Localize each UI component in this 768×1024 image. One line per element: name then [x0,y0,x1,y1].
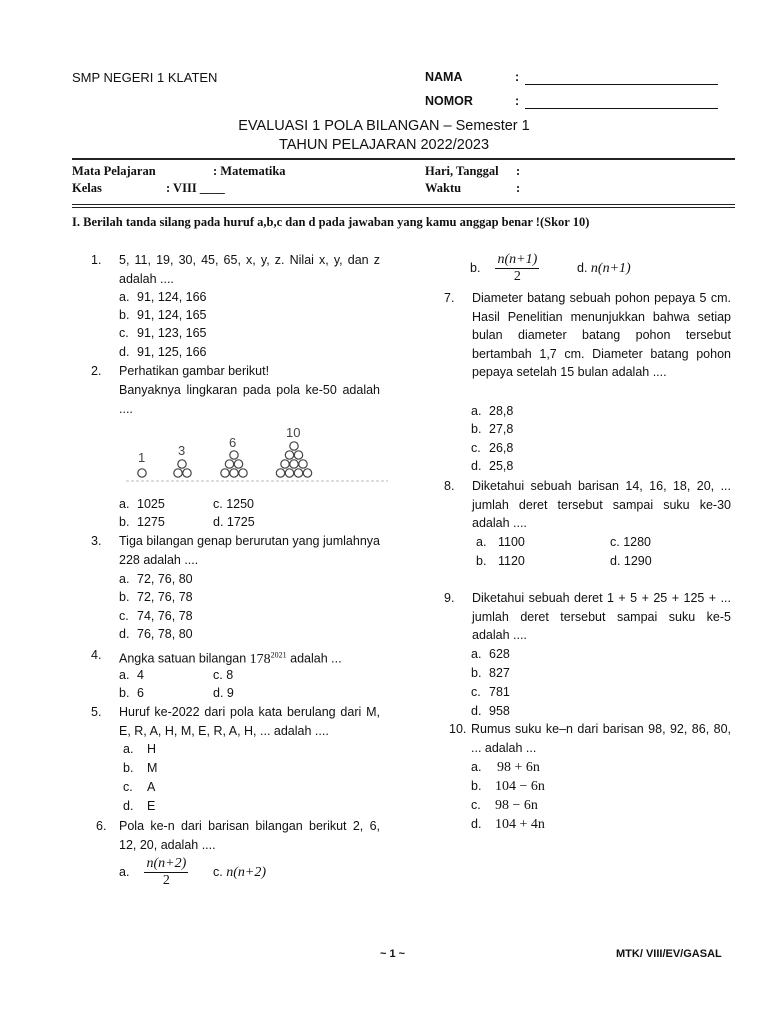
option-6b[interactable]: b. $\frac{n(n+1)}{2}$ [470,252,538,285]
figure-label-2: 3 [178,443,186,458]
pattern-1-circle [138,469,146,477]
question-intro: Perhatikan gambar berikut! [119,364,270,378]
option-10b[interactable]: b. 104 − 6n [471,779,545,794]
option-2b[interactable]: b. 1275 [119,515,165,529]
option-5a[interactable]: a. H [123,742,157,756]
mapel-label: Mata Pelajaran [72,164,156,178]
option-8a[interactable]: a. 1100 [476,535,525,549]
nomor-label: NOMOR [425,94,473,108]
option-10d[interactable]: d. 104 + 4n [471,817,545,832]
question-number: 3. [91,534,102,548]
question-number: 5. [91,705,102,719]
question-text: Diketahui sebuah deret 1 + 5 + 25 + 125 + ... jumlah deret tersebut sampai suku ke-5 adalah .... [472,591,731,642]
page-subtitle: TAHUN PELAJARAN 2022/2023 [278,137,490,153]
nama-field[interactable] [525,84,718,85]
option-4a[interactable]: a. 4 [119,668,144,682]
circle-pattern-figure [118,420,393,486]
option-3b[interactable]: b. 72, 76, 78 [119,590,193,604]
option-7a[interactable]: a. 28,8 [471,404,514,418]
option-5c[interactable]: c. A [123,780,156,794]
option-9d[interactable]: d. 958 [471,704,510,718]
document-code: MTK/ VIII/EV/GASAL [616,948,722,960]
option-6c[interactable]: c. n(n+2) [213,865,266,880]
option-1d[interactable]: d. 91, 125, 166 [119,345,207,359]
figure-label-4: 10 [286,425,301,440]
nama-colon: : [515,70,520,84]
question-text: Rumus suku ke–n dari barisan 98, 92, 86, 80, ... adalah ... [471,722,731,755]
waktu-label: Waktu [425,181,462,195]
page-number: ~ 1 ~ [380,948,406,960]
option-7c[interactable]: c. 26,8 [471,441,514,455]
option-2a[interactable]: a. 1025 [119,497,165,511]
figure-label-3: 6 [229,435,237,450]
divider-mid-2 [72,207,735,208]
option-1a[interactable]: a. 91, 124, 166 [119,290,207,304]
question-text: 5, 11, 19, 30, 45, 65, x, y, z. Nilai x, y, dan z adalah .... [119,253,380,286]
fraction: $\frac{n(n+2)}{2}$ [146,856,187,889]
option-9a[interactable]: a. 628 [471,647,510,661]
option-7d[interactable]: d. 25,8 [471,459,514,473]
question-number: 1. [91,253,102,267]
option-8b[interactable]: b. 1120 [476,554,525,568]
option-2c[interactable]: c. 1250 [213,497,255,511]
kelas-label: Kelas [72,181,102,195]
question-number: 7. [444,291,455,305]
question-number: 9. [444,591,455,605]
question-text: Tiga bilangan genap berurutan yang jumlahnya 228 adalah .... [119,534,380,567]
question-number: 8. [444,479,455,493]
divider-mid-1 [72,204,735,205]
question-text: Banyaknya lingkaran pada pola ke-50 adalah .... [119,383,380,416]
hari-value: : [516,164,521,178]
option-2d[interactable]: d. 1725 [213,515,255,529]
option-8d[interactable]: d. 1290 [610,554,652,568]
question-text: Huruf ke-2022 dari pola kata berulang dari M, E, R, A, H, M, E, R, A, H, ... adalah .... [119,705,380,738]
option-6d[interactable]: d. n(n+1) [577,261,631,276]
question-number: 6. [96,819,107,833]
question-text: Pola ke-n dari barisan bilangan berikut 2, 6, 12, 20, adalah .... [119,819,380,852]
nomor-field[interactable] [525,108,718,109]
question-number: 10. [449,722,467,736]
option-3c[interactable]: c. 74, 76, 78 [119,609,193,623]
option-10a[interactable]: a. 98 + 6n [471,760,540,775]
school-name: SMP NEGERI 1 KLATEN [72,70,218,85]
option-4d[interactable]: d. 9 [213,686,234,700]
hari-label: Hari, Tanggal [425,164,499,178]
option-4b[interactable]: b. 6 [119,686,144,700]
question-text: Angka satuan bilangan $178^{2021}$ adalah ... [119,650,342,667]
option-7b[interactable]: b. 27,8 [471,422,514,436]
figure-label-1: 1 [138,450,146,465]
option-4c[interactable]: c. 8 [213,668,234,682]
question-number: 4. [91,648,102,662]
divider-top [72,158,735,160]
option-1c[interactable]: c. 91, 123, 165 [119,326,207,340]
option-3a[interactable]: a. 72, 76, 80 [119,572,193,586]
nomor-colon: : [515,94,520,108]
pattern-3-circles [221,451,247,477]
kelas-value: : VIII ____ [166,181,225,195]
instruction: I. Berilah tanda silang pada huruf a,b,c dan d pada jawaban yang kamu anggap benar !(Skor 10) [72,215,590,229]
option-5d[interactable]: d. E [123,799,156,813]
option-9b[interactable]: b. 827 [471,666,510,680]
page-title: EVALUASI 1 POLA BILANGAN – Semester 1 [238,118,530,134]
option-1b[interactable]: b. 91, 124, 165 [119,308,207,322]
mapel-value: : Matematika [213,164,286,178]
option-5b[interactable]: b. M [123,761,158,775]
pattern-2-circles [174,460,191,477]
question-number: 2. [91,364,102,378]
waktu-value: : [516,181,521,195]
option-9c[interactable]: c. 781 [471,685,510,699]
nama-label: NAMA [425,70,463,84]
question-text: Diameter batang sebuah pohon pepaya 5 cm. Hasil Penelitian menunjukkan bahwa setiap bulan diameter batang pohon tersebut bertambah 1,7 cm. Diameter batang pohon pepaya setelah 15 bulan adalah .... [472,291,731,379]
pattern-4-circles [276,442,311,477]
fraction: $\frac{n(n+1)}{2}$ [497,252,538,285]
question-text: Diketahui sebuah barisan 14, 16, 18, 20, ... jumlah deret tersebut sampai suku ke-30 adalah .... [472,479,731,530]
option-6a[interactable]: a. $\frac{n(n+2)}{2}$ [119,856,187,889]
option-8c[interactable]: c. 1280 [610,535,652,549]
option-3d[interactable]: d. 76, 78, 80 [119,627,193,641]
option-10c[interactable]: c. 98 − 6n [471,798,538,813]
